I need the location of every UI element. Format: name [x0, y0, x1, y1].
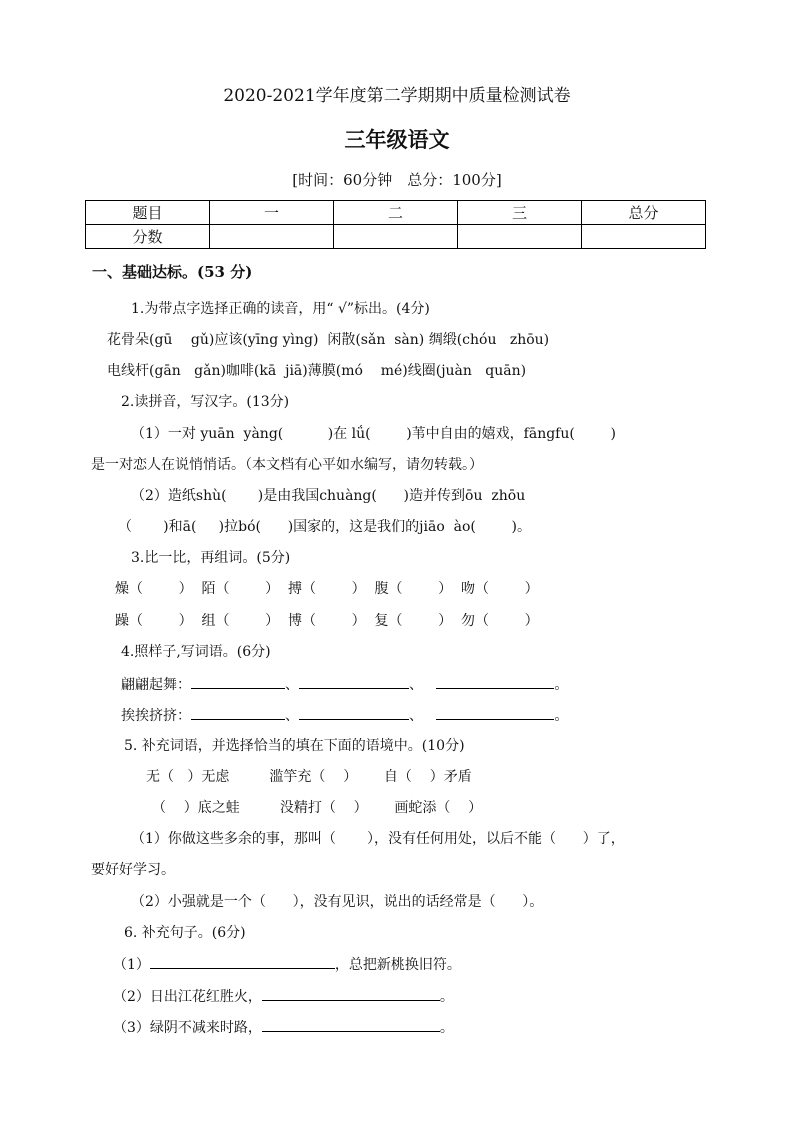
end-mark: 。	[554, 708, 569, 724]
poem-line: ，总把新桃换旧符。	[334, 957, 461, 973]
time-info: [时间：60分钟 总分：100分]	[292, 171, 502, 189]
question-6-item	[113, 1017, 454, 1038]
score-cell: 题目	[86, 201, 210, 225]
question-1-line: 电线杆(gān gǎn)咖啡(kā jiā)薄膜(mó mé)线圈(juàn quān)	[107, 363, 527, 379]
question-3-line: 燥（ ） 陌（ ） 搏（ ） 腹（ ） 吻（ ）	[115, 581, 539, 597]
answer-blank[interactable]	[436, 674, 554, 689]
separator: 、	[409, 708, 423, 724]
poem-line: （2）日出江花红胜火，	[113, 989, 262, 1005]
question-2-prompt: 2.读拼音，写汉字。(13分)	[121, 394, 290, 410]
score-cell: 二	[334, 201, 458, 225]
answer-blank[interactable]	[299, 705, 409, 720]
score-cell: 分数	[86, 225, 210, 249]
score-input-cell[interactable]	[210, 225, 334, 249]
answer-blank[interactable]	[299, 674, 409, 689]
question-2-line: （1）一对 yuān yàng( )在 lǘ( )苇中自由的嬉戏，fāngfu( )	[131, 426, 616, 442]
end-mark: 。	[554, 677, 569, 693]
score-cell: 总分	[582, 201, 706, 225]
end-mark: 。	[439, 1020, 454, 1036]
question-4-prompt: 4.照样子,写词语。(6分)	[121, 644, 271, 660]
score-table-header-row	[86, 201, 706, 225]
question-2-line: （2）造纸shù( )是由我国chuàng( )造并传到ōu zhōu	[131, 488, 526, 504]
question-5-line: （1）你做这些多余的事，那叫（ ），没有任何用处，以后不能（ ）了，	[131, 831, 625, 847]
question-3-line: 躁（ ） 组（ ） 博（ ） 复（ ） 勿（ ）	[115, 613, 539, 629]
question-5-line: （ ）底之蛙 没精打（ ） 画蛇添（ ）	[152, 800, 483, 816]
answer-blank[interactable]	[191, 705, 285, 720]
answer-blank[interactable]	[436, 705, 554, 720]
section-heading: 一、基础达标。(53 分)	[92, 263, 253, 281]
end-mark: 。	[439, 989, 454, 1005]
example-phrase: 翩翩起舞：	[121, 677, 191, 693]
score-table	[85, 200, 706, 249]
example-phrase: 挨挨挤挤：	[121, 708, 191, 724]
question-5-prompt: 5. 补充词语，并选择恰当的填在下面的语境中。(10分)	[124, 738, 465, 754]
item-number: （1）	[113, 957, 150, 973]
question-1-prompt: 1.为带点字选择正确的读音，用“ √”标出。(4分)	[131, 301, 430, 317]
separator: 、	[285, 708, 299, 724]
question-3-prompt: 3.比一比，再组词。(5分)	[131, 550, 291, 566]
score-input-cell[interactable]	[334, 225, 458, 249]
question-6-item	[113, 986, 454, 1007]
question-4-row	[121, 705, 568, 726]
question-5-line: 要好好学习。	[91, 862, 175, 878]
question-6-item	[113, 954, 461, 975]
answer-blank[interactable]	[191, 674, 285, 689]
score-cell: 三	[458, 201, 582, 225]
answer-blank[interactable]	[262, 1017, 440, 1032]
question-2-line: 是一对恋人在说悄悄话。（本文档有心平如水编写，请勿转载。）	[91, 457, 483, 473]
score-input-cell[interactable]	[458, 225, 582, 249]
question-5-line: （2）小强就是一个（ ），没有见识，说出的话经常是（ ）。	[131, 894, 544, 910]
poem-line: （3）绿阴不减来时路，	[113, 1020, 262, 1036]
question-6-prompt: 6. 补充句子。(6分)	[124, 925, 246, 941]
answer-blank[interactable]	[262, 986, 440, 1001]
question-5-line: 无（ ）无虑 滥竽充（ ） 自（ ）矛盾	[146, 769, 472, 785]
subject-title: 三年级语文	[344, 127, 450, 152]
answer-blank[interactable]	[150, 954, 335, 969]
separator: 、	[409, 677, 423, 693]
question-2-line: （ )和ā( )拉bó( )国家的，这是我们的jiāo ào( )。	[118, 519, 531, 535]
score-table-score-row	[86, 225, 706, 249]
exam-title: 2020-2021学年度第二学期期中质量检测试卷	[223, 86, 571, 106]
question-4-row	[121, 674, 568, 695]
separator: 、	[285, 677, 299, 693]
score-input-cell[interactable]	[582, 225, 706, 249]
question-1-line: 花骨朵(gū gǔ)应该(yīng yìng) 闲散(sǎn sàn) 绸缎(chóu zhōu)	[107, 332, 550, 348]
score-cell: 一	[210, 201, 334, 225]
